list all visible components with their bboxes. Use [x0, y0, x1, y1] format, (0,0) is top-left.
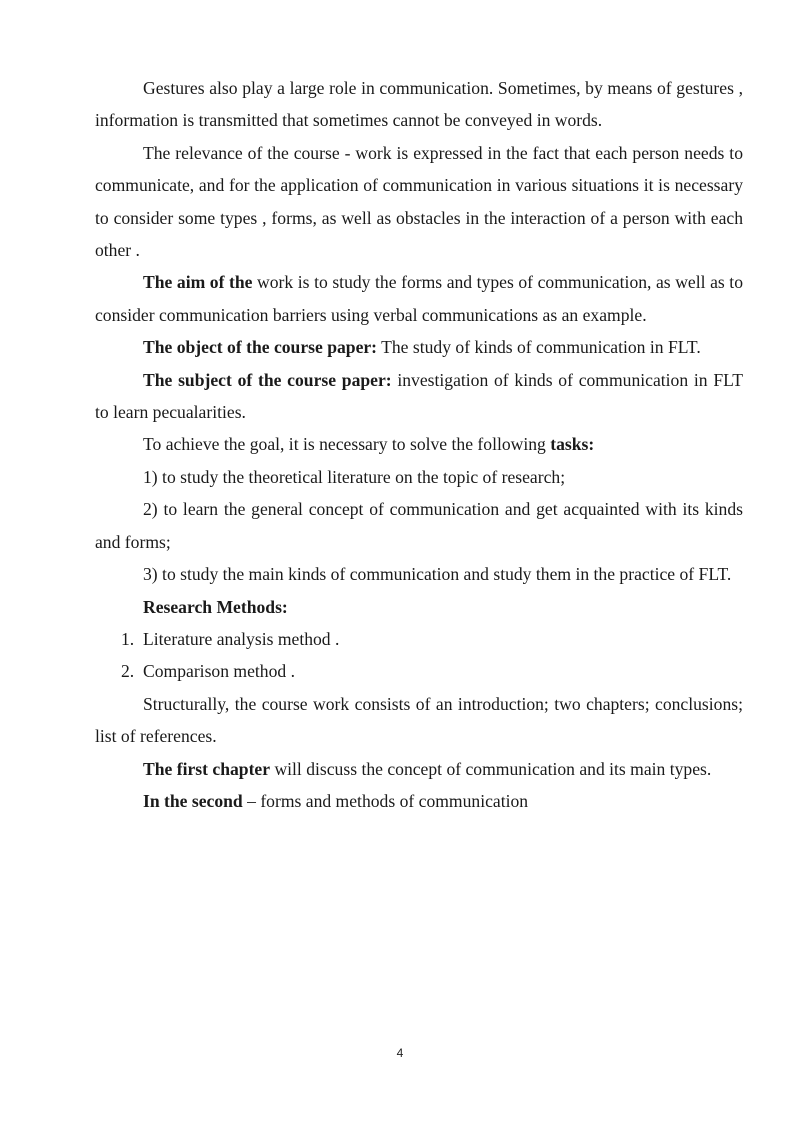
paragraph-structure: Structurally, the course work consists of an introduction; two chapters; conclusions; list of references.: [95, 693, 743, 747]
first-chapter-text: will discuss the concept of communication and its main types.: [270, 758, 712, 779]
tasks-label: tasks:: [550, 434, 595, 455]
list-item: [95, 655, 743, 687]
methods-heading: Research Methods:: [143, 596, 288, 617]
list-item-text: Comparison method .: [143, 661, 295, 682]
paragraph-object: [95, 331, 743, 363]
subject-text: investigation of kinds of communication in FLT to learn pecualarities.: [95, 369, 743, 423]
methods-list: [95, 623, 743, 688]
tasks-intro-text: To achieve the goal, it is necessary to solve the following: [143, 434, 551, 455]
paragraph-second-chapter: [95, 785, 743, 817]
paragraph-tasks-intro: [95, 428, 743, 460]
object-label: The object of the course paper:: [143, 337, 378, 358]
object-text: The study of kinds of communication in FLT.: [377, 337, 701, 358]
paragraph-subject: [95, 364, 743, 429]
list-item-number: 1.: [121, 628, 135, 649]
paragraph-gestures: Gestures also play a large role in communication. Sometimes, by means of gestures , information is transmitted that sometimes cannot be conveyed in words.: [95, 78, 743, 131]
aim-text: work is to study the forms and types of communication, as well as to consider communication barriers using verbal communications as an example.: [95, 272, 743, 325]
task-item-3: 3) to study the main kinds of communication and study them in the practice of FLT.: [143, 564, 732, 585]
page-number: 4: [396, 1046, 404, 1060]
second-chapter-label: In the second: [143, 790, 243, 811]
task-item-1: 1) to study the theoretical literature on the topic of research;: [143, 466, 566, 487]
list-item: [95, 623, 743, 655]
paragraph-first-chapter: [95, 753, 743, 785]
second-chapter-text: – forms and methods of communication: [242, 790, 529, 811]
paragraph-relevance: The relevance of the course - work is expressed in the fact that each person needs to communicate, and for the application of communication in various situations it is necessary to consider some types , forms, as well as obstacles in the interaction of a person with each other .: [95, 142, 743, 261]
document-page: [95, 72, 743, 817]
subject-label: The subject of the course paper:: [143, 369, 392, 390]
task-item-2: 2) to learn the general concept of communication and get acquainted with its kinds and forms;: [95, 499, 743, 552]
list-item-text: Literature analysis method .: [143, 628, 340, 649]
paragraph-aim: [95, 266, 743, 331]
first-chapter-label: The first chapter: [143, 758, 271, 779]
list-item-number: 2.: [121, 661, 135, 682]
aim-label: The aim of the: [143, 272, 253, 293]
